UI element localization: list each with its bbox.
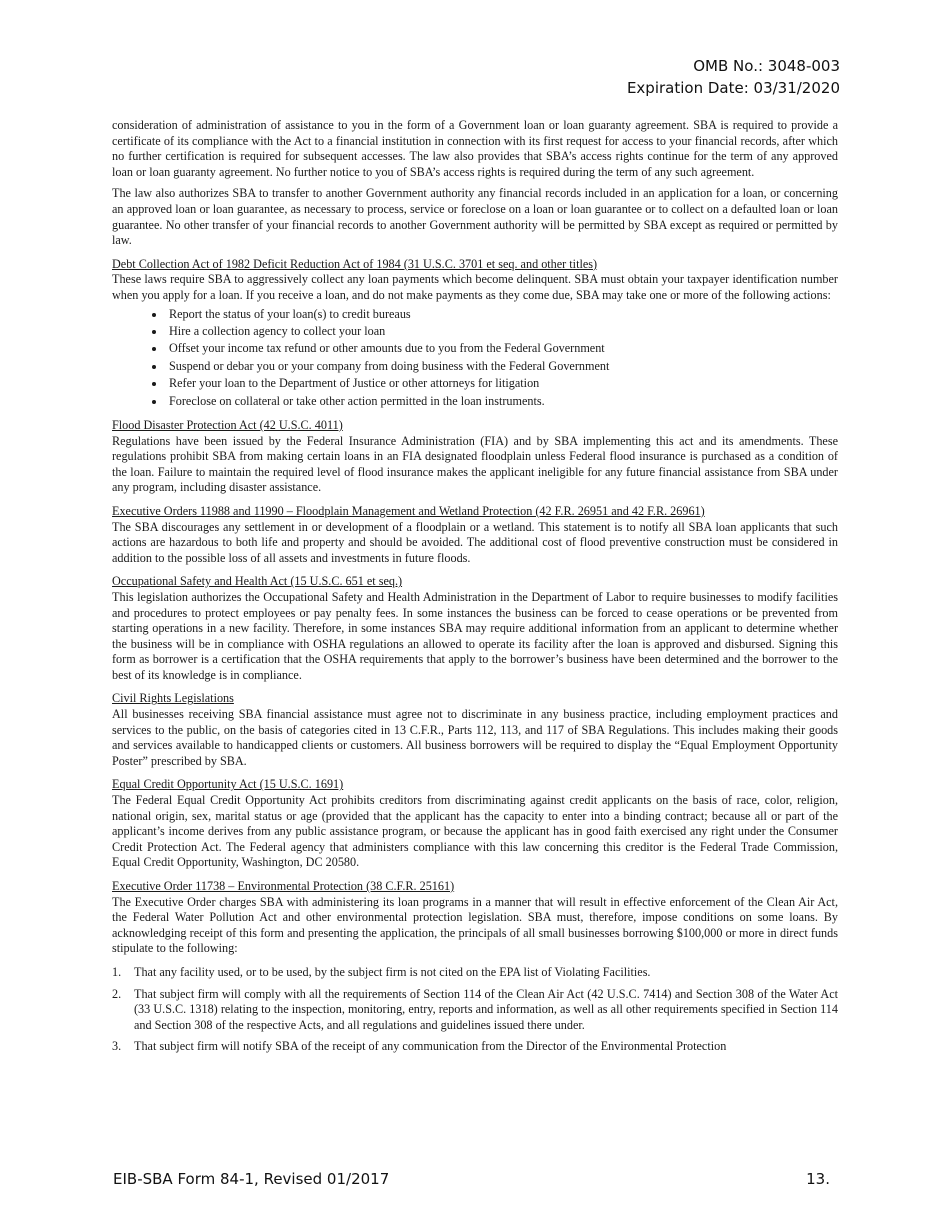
section-flood-disaster	[112, 418, 838, 496]
section-heading: Civil Rights Legislations	[112, 691, 234, 706]
list-item	[112, 1039, 838, 1055]
document-body	[112, 118, 838, 1061]
item-number: 2.	[112, 986, 122, 1001]
list-item: • Hire a collection agency to collect your loan	[166, 323, 838, 340]
section-text: The Federal Equal Credit Opportunity Act prohibits creditors from discriminating against credit applicants on the basis of race, color, religion, national origin, sex, marital status or age (provided that the applicant has the capacity to enter into a binding contract; because all or part of the applicant’s income derives from any public assistance program, or because the applicant has in good faith exercised any right under the Consumer Credit Protection Act. The Federal agency that administers compliance with this law concerning this creditor is the Federal Trade Commission, Equal Credit Opportunity, Washington, DC 20580.	[112, 793, 838, 870]
intro-paragraph-2: The law also authorizes SBA to transfer to another Government authority any financial records included in an application for a loan, or concerning an approved loan or loan guarantee, as necessary to process, service or foreclose on a loan or loan guarantee or to collect on a defaulted loan or loan guarantee. No other transfer of your financial records to another Government authority will be permitted by SBA except as required or permitted by law.	[112, 186, 838, 248]
section-text: The Executive Order charges SBA with administering its loan programs in a manner that will result in effective enforcement of the Clean Air Act, the Federal Water Pollution Act and other environmental protection legislation. SBA must, therefore, impose conditions on some loans. By acknowledging receipt of this form and presenting the application, the principals of all small businesses borrowing $100,000 or more in direct funds stipulate to the following:	[112, 894, 838, 956]
section-text: This legislation authorizes the Occupational Safety and Health Administration in the Department of Labor to require businesses to modify facilities and procedures to protect employees or pay penalty fees. In some instances the business can be forced to cease operations or be prevented from starting operations in a new facility. Therefore, in some instances SBA may require additional information from an applicant to determine whether the business will be in compliance with OSHA regulations an allowed to operate its facility after the loan is approved and disbursed. Signing this form as borrower is a certification that the OSHA requirements that apply to the borrower’s business have been determined and the borrower to the best of its knowledge is in compliance.	[112, 589, 838, 682]
numbered-list	[112, 965, 838, 1055]
list-item	[112, 986, 838, 1034]
section-heading: Flood Disaster Protection Act (42 U.S.C. 4011)	[112, 417, 343, 432]
section-osha	[112, 574, 838, 683]
form-header	[627, 55, 840, 99]
item-text: That any facility used, or to be used, by the subject firm is not cited on the EPA list of Violating Facilities.	[134, 964, 651, 979]
section-equal-credit	[112, 777, 838, 871]
section-environmental-protection	[112, 879, 838, 1055]
section-executive-orders-floodplain	[112, 504, 838, 566]
section-heading: Occupational Safety and Health Act (15 U.S.C. 651 et seq.)	[112, 574, 403, 589]
page-number: 13.	[806, 1170, 830, 1188]
item-text: That subject firm will comply with all the requirements of Section 114 of the Clean Air Act (42 U.S.C. 7414) and Section 308 of the Water Act (33 U.S.C. 1318) relating to the inspection, monitoring, entry, reports and information, as well as all other requirements specified in Section 114 and Section 308 of the respective Acts, and all regulations and guidelines issued there under.	[134, 986, 838, 1032]
list-item: • Offset your income tax refund or other amounts due to you from the Federal Government	[166, 340, 838, 357]
section-civil-rights	[112, 691, 838, 769]
item-number: 3.	[112, 1039, 122, 1054]
list-item: • Suspend or debar you or your company from doing business with the Federal Government	[166, 358, 838, 375]
list-item: • Refer your loan to the Department of Justice or other attorneys for litigation	[166, 375, 838, 392]
section-heading: Executive Orders 11988 and 11990 – Floodplain Management and Wetland Protection (42 F.R. 26951 and 42 F.R. 26961)	[112, 503, 705, 518]
item-number: 1.	[112, 964, 122, 979]
item-text: That subject firm will notify SBA of the receipt of any communication from the Director of the Environmental Protection	[134, 1039, 727, 1054]
section-heading: Debt Collection Act of 1982 Deficit Reduction Act of 1984 (31 U.S.C. 3701 et seq. and other titles)	[112, 256, 598, 271]
form-identifier: EIB-SBA Form 84-1, Revised 01/2017	[113, 1170, 390, 1188]
section-debt-collection	[112, 257, 838, 410]
omb-number: OMB No.: 3048-003	[693, 57, 840, 75]
expiration-date: Expiration Date: 03/31/2020	[626, 79, 840, 97]
list-item	[112, 964, 838, 981]
bullet-list	[112, 306, 838, 410]
section-text: All businesses receiving SBA financial assistance must agree not to discriminate in any business practice, including employment practices and services to the public, on the basis of categories cited in 13 C.F.R., Parts 112, 113, and 117 of SBA Regulations. This includes making their goods and services available to handicapped clients or customers. All business borrowers will be required to display the “Equal Employment Opportunity Poster” prescribed by SBA.	[112, 707, 838, 768]
section-text: These laws require SBA to aggressively collect any loan payments which become delinquent. SBA must obtain your taxpayer identification number when you apply for a loan. If you receive a loan, and do not make payments as they come due, SBA may take one or more of the following actions:	[112, 272, 838, 302]
section-text: Regulations have been issued by the Federal Insurance Administration (FIA) and by SBA implementing this act and its amendments. These regulations prohibit SBA from making certain loans in an FIA designated floodplain unless Federal flood insurance is purchased as a condition of the loan. Failure to maintain the required level of flood insurance makes the applicant ineligible for any future financial assistance from SBA under any program, including disaster assistance.	[112, 433, 838, 495]
section-heading: Executive Order 11738 – Environmental Protection (38 C.F.R. 25161)	[112, 879, 455, 893]
list-item: • Foreclose on collateral or take other action permitted in the loan instruments.	[166, 393, 838, 410]
section-heading: Equal Credit Opportunity Act (15 U.S.C. 1691)	[112, 777, 344, 792]
intro-paragraph-1: consideration of administration of assistance to you in the form of a Government loan or loan guaranty agreement. SBA is required to provide a certificate of its compliance with the Act to a financial institution in connection with its first request for access to your financial records, after which no further certification is required for subsequent accesses. The law also provides that SBA’s access rights continue for the term of any approved loan or loan guaranty agreement. No further notice to you of SBA’s access rights is required during the term of any such agreement.	[112, 118, 838, 179]
section-text: The SBA discourages any settlement in or development of a floodplain or a wetland. This statement is to notify all SBA loan applicants that such actions are hazardous to both life and property and should be avoided. The additional cost of flood preventive construction must be considered in addition to the possible loss of all assets and investments in future floods.	[112, 519, 838, 565]
list-item: • Report the status of your loan(s) to credit bureaus	[166, 306, 838, 323]
